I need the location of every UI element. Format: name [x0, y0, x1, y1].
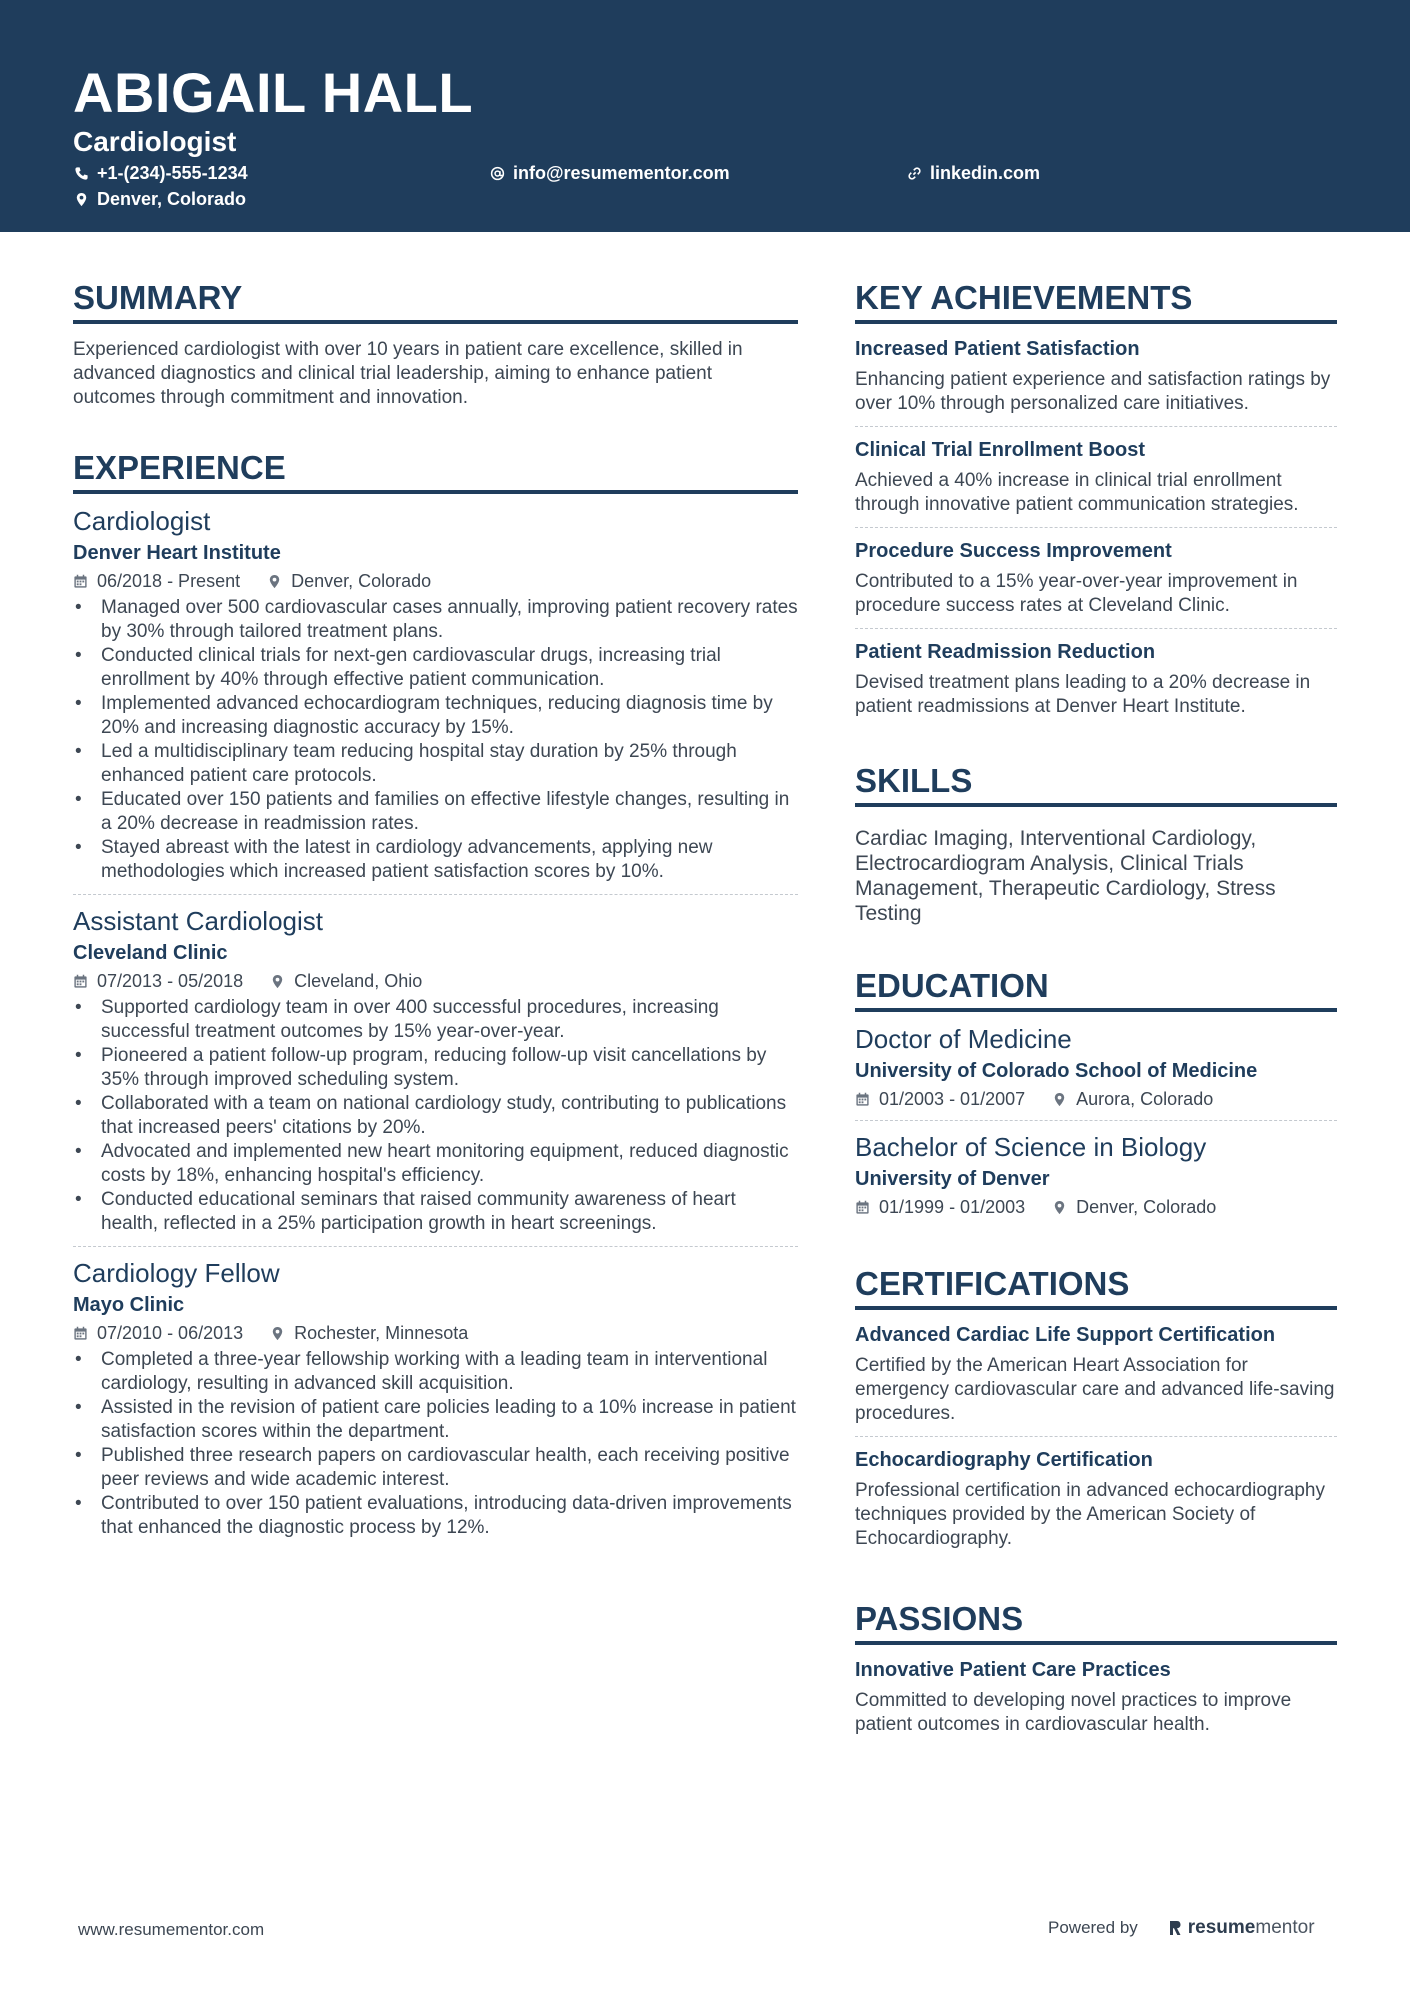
education-section	[855, 966, 1337, 1228]
achievement-title: Increased Patient Satisfaction	[855, 338, 1140, 360]
achievement-item	[855, 326, 1337, 426]
job-bullet: • Stayed abreast with the latest in cardiology advancements, applying new methodologies which increased patient satisfaction scores by 10%.	[73, 836, 798, 884]
job-entry	[73, 1246, 798, 1550]
job-meta	[73, 570, 798, 592]
calendar-icon	[73, 1326, 88, 1341]
job-bullet: • Published three research papers on cardiovascular health, each receiving positive peer reviews and wide academic interest.	[73, 1444, 798, 1492]
footer-powered-by	[1048, 1917, 1315, 1939]
contact-location	[74, 189, 246, 210]
job-location	[270, 1322, 468, 1344]
location-pin-icon	[1052, 1092, 1067, 1107]
location-pin-icon	[74, 192, 89, 207]
passions-heading: PASSIONS	[855, 1599, 1337, 1645]
job-location-text: Denver, Colorado	[291, 571, 432, 591]
at-icon	[490, 166, 505, 181]
passion-item	[855, 1647, 1337, 1747]
job-bullets	[73, 596, 798, 884]
job-company: Cleveland Clinic	[73, 942, 228, 964]
job-title: Cardiologist	[73, 506, 211, 536]
education-entry	[855, 1120, 1337, 1228]
calendar-icon	[855, 1200, 870, 1215]
education-meta	[855, 1088, 1337, 1110]
email-text: info@resumementor.com	[513, 163, 730, 183]
resumementor-logo-icon	[1168, 1919, 1182, 1937]
candidate-name: ABIGAIL HALL	[73, 61, 474, 124]
job-bullet: • Conducted educational seminars that raised community awareness of heart health, reflected in a 25% participation growth in heart screenings.	[73, 1188, 798, 1236]
education-degree: Doctor of Medicine	[855, 1024, 1072, 1054]
education-location	[1052, 1088, 1213, 1110]
education-location-text: Aurora, Colorado	[1076, 1089, 1214, 1109]
linkedin-text: linkedin.com	[930, 163, 1041, 183]
job-title: Assistant Cardiologist	[73, 906, 323, 936]
location-pin-icon	[267, 574, 282, 589]
calendar-icon	[73, 974, 88, 989]
brand-logo[interactable]	[1168, 1917, 1315, 1939]
resume-header	[0, 0, 1410, 232]
location-pin-icon	[270, 1326, 285, 1341]
job-dates: 06/2018 - Present	[97, 571, 241, 591]
contact-linkedin[interactable]	[907, 163, 1040, 184]
job-location	[270, 970, 422, 992]
job-entry	[73, 504, 798, 894]
education-dates: 01/2003 - 01/2007	[879, 1089, 1026, 1109]
achievement-desc: Contributed to a 15% year-over-year improvement in procedure success rates at Cleveland Clinic.	[855, 571, 1298, 616]
footer-website[interactable]: www.resumementor.com	[78, 1920, 265, 1939]
achievement-item	[855, 426, 1337, 527]
location-pin-icon	[270, 974, 285, 989]
job-location-text: Rochester, Minnesota	[294, 1323, 469, 1343]
passion-title: Innovative Patient Care Practices	[855, 1659, 1171, 1681]
skills-heading: SKILLS	[855, 761, 1337, 807]
job-bullet: • Advocated and implemented new heart monitoring equipment, reduced diagnostic costs by 18%, enhancing hospital's efficiency.	[73, 1140, 798, 1188]
job-bullet: • Educated over 150 patients and families on effective lifestyle changes, resulting in a 20% decrease in readmission rates.	[73, 788, 798, 836]
job-location-text: Cleveland, Ohio	[294, 971, 423, 991]
contact-phone[interactable]	[74, 163, 248, 184]
job-location	[267, 570, 431, 592]
job-company: Mayo Clinic	[73, 1294, 185, 1316]
experience-heading: EXPERIENCE	[73, 448, 798, 494]
job-bullet: • Supported cardiology team in over 400 successful procedures, increasing successful treatment outcomes by 15% year-over-year.	[73, 996, 798, 1044]
education-location-text: Denver, Colorado	[1076, 1197, 1217, 1217]
certification-item	[855, 1436, 1337, 1561]
certification-desc: Professional certification in advanced echocardiography techniques provided by the American Society of Echocardiography.	[855, 1480, 1325, 1549]
job-bullet: • Assisted in the revision of patient care policies leading to a 10% increase in patient satisfaction scores within the department.	[73, 1396, 798, 1444]
achievement-title: Patient Readmission Reduction	[855, 641, 1156, 663]
experience-section	[73, 448, 798, 1550]
job-bullet: • Contributed to over 150 patient evaluations, introducing data-driven improvements that enhanced the diagnostic process by 12%.	[73, 1492, 798, 1540]
phone-text: +1-(234)-555-1234	[97, 163, 248, 183]
summary-section	[73, 278, 798, 410]
achievement-title: Clinical Trial Enrollment Boost	[855, 439, 1146, 461]
left-column	[73, 278, 798, 1550]
calendar-icon	[855, 1092, 870, 1107]
calendar-icon	[73, 574, 88, 589]
phone-icon	[74, 166, 89, 181]
location-pin-icon	[1052, 1200, 1067, 1215]
contact-email[interactable]	[490, 163, 730, 184]
powered-by-label: Powered by	[1048, 1918, 1138, 1937]
skills-section	[855, 761, 1337, 926]
brand-name-bold: resume	[1187, 1917, 1256, 1938]
candidate-role: Cardiologist	[73, 126, 237, 157]
job-bullet: • Conducted clinical trials for next-gen cardiovascular drugs, increasing trial enrollment by 40% through effective patient communication.	[73, 644, 798, 692]
job-bullet: • Collaborated with a team on national cardiology study, contributing to publications that increased peers' citations by 20%.	[73, 1092, 798, 1140]
job-company: Denver Heart Institute	[73, 542, 281, 564]
achievement-title: Procedure Success Improvement	[855, 540, 1172, 562]
achievement-item	[855, 628, 1337, 729]
summary-heading: SUMMARY	[73, 278, 798, 324]
education-degree: Bachelor of Science in Biology	[855, 1132, 1207, 1162]
certification-title: Echocardiography Certification	[855, 1449, 1153, 1471]
passion-desc: Committed to developing novel practices to improve patient outcomes in cardiovascular health.	[855, 1690, 1292, 1735]
job-meta	[73, 970, 798, 992]
certification-item	[855, 1312, 1337, 1436]
education-location	[1052, 1196, 1216, 1218]
education-dates: 01/1999 - 01/2003	[879, 1197, 1026, 1217]
education-entry	[855, 1022, 1337, 1120]
certifications-heading: CERTIFICATIONS	[855, 1264, 1337, 1310]
right-column	[855, 278, 1337, 1747]
summary-text: Experienced cardiologist with over 10 years in patient care excellence, skilled in advanced diagnostics and clinical trial leadership, aiming to enhance patient outcomes through commitment and innovation.	[73, 339, 743, 408]
job-entry	[73, 894, 798, 1246]
brand-name-light: mentor	[1255, 1917, 1315, 1938]
job-dates: 07/2010 - 06/2013	[97, 1323, 244, 1343]
certifications-section	[855, 1264, 1337, 1561]
job-bullet: • Completed a three-year fellowship working with a leading team in interventional cardiology, resulting in advanced skill acquisition.	[73, 1348, 798, 1396]
education-heading: EDUCATION	[855, 966, 1337, 1012]
location-text: Denver, Colorado	[97, 189, 247, 209]
job-bullet: • Pioneered a patient follow-up program, reducing follow-up visit cancellations by 35% through improved scheduling system.	[73, 1044, 798, 1092]
job-bullets	[73, 996, 798, 1236]
achievements-section	[855, 278, 1337, 729]
job-dates: 07/2013 - 05/2018	[97, 971, 244, 991]
education-meta	[855, 1196, 1337, 1218]
job-meta	[73, 1322, 798, 1344]
education-school: University of Colorado School of Medicine	[855, 1060, 1258, 1082]
achievement-desc: Achieved a 40% increase in clinical trial enrollment through innovative patient communication strategies.	[855, 470, 1299, 515]
achievements-heading: KEY ACHIEVEMENTS	[855, 278, 1337, 324]
achievement-item	[855, 527, 1337, 628]
job-title: Cardiology Fellow	[73, 1258, 280, 1288]
passions-section	[855, 1599, 1337, 1747]
link-icon	[907, 166, 922, 181]
achievement-desc: Enhancing patient experience and satisfaction ratings by over 10% through personalized care initiatives.	[855, 369, 1331, 414]
job-bullet: • Led a multidisciplinary team reducing hospital stay duration by 25% through enhanced patient care protocols.	[73, 740, 798, 788]
achievement-desc: Devised treatment plans leading to a 20% decrease in patient readmissions at Denver Heart Institute.	[855, 672, 1311, 717]
job-bullets	[73, 1348, 798, 1540]
skills-text: Cardiac Imaging, Interventional Cardiology, Electrocardiogram Analysis, Clinical Trials Management, Therapeutic Cardiology, Stress Testing	[855, 827, 1276, 925]
certification-title: Advanced Cardiac Life Support Certification	[855, 1324, 1276, 1346]
certification-desc: Certified by the American Heart Association for emergency cardiovascular care and advanced life-saving procedures.	[855, 1355, 1335, 1424]
education-school: University of Denver	[855, 1168, 1050, 1190]
job-bullet: • Implemented advanced echocardiogram techniques, reducing diagnosis time by 20% and increasing diagnostic accuracy by 15%.	[73, 692, 798, 740]
job-bullet: • Managed over 500 cardiovascular cases annually, improving patient recovery rates by 30% through tailored treatment plans.	[73, 596, 798, 644]
